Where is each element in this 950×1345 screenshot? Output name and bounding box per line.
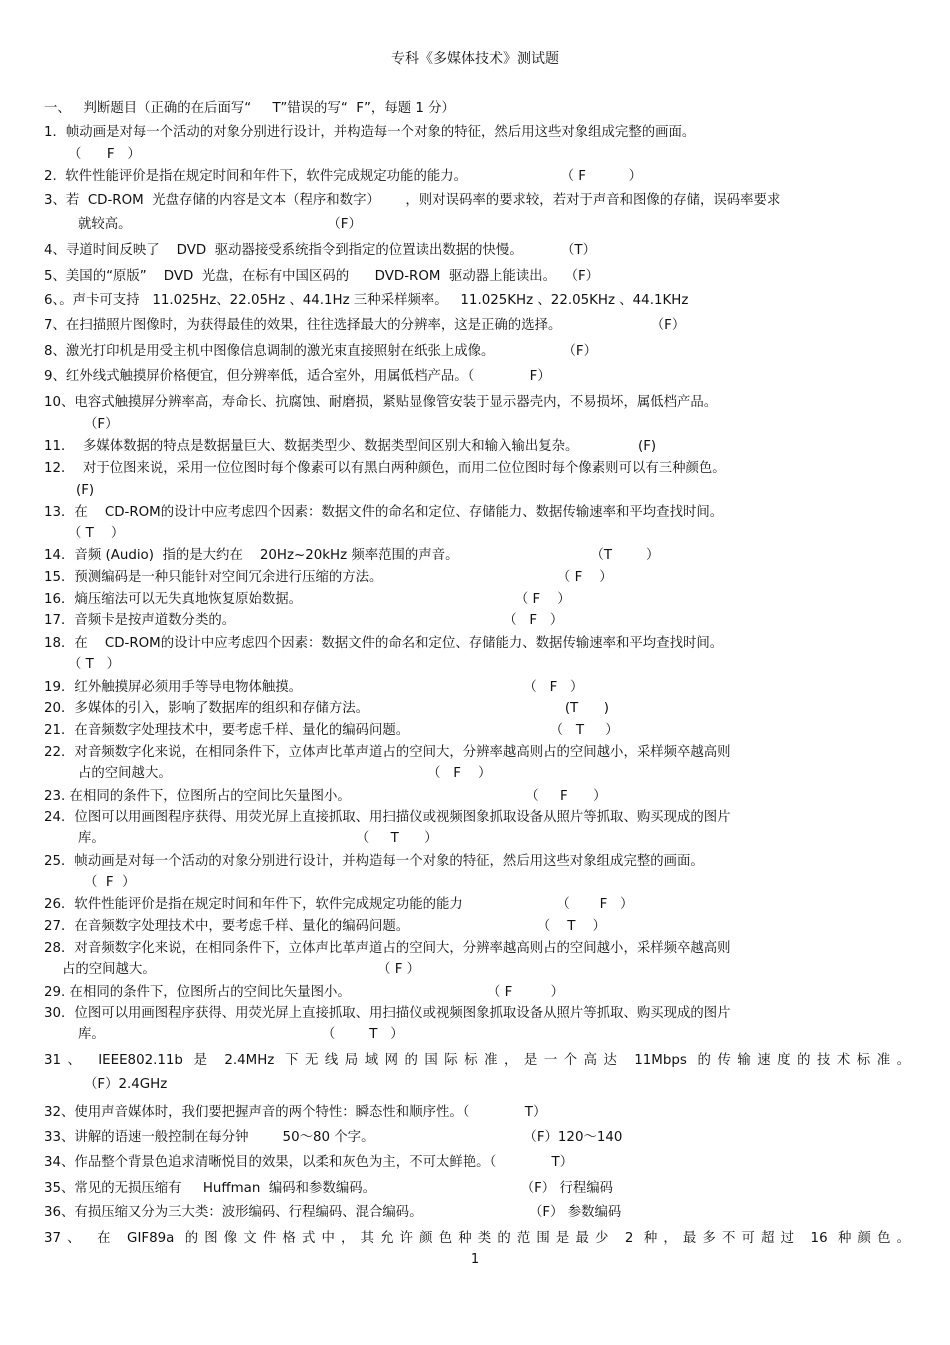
question-line: 35、常见的无损压缩有 Huffman 编码和参数编码。 （F） 行程编码 xyxy=(44,1181,614,1196)
question-line: 24．位图可以用画图程序获得、用荧光屏上直接抓取、用扫描仪或视频图象抓取设备从照片等抓取、购买现成的图片 xyxy=(44,810,731,825)
question-line: 19．红外触摸屏必须用手等导电物体触摸。 （ F ） xyxy=(44,680,584,695)
question-line: 4、寻道时间反映了 DVD 驱动器接受系统指令到指定的位置读出数据的快慢。 （T） xyxy=(44,243,596,258)
question-line: 3、若 CD-ROM 光盘存储的内容是文本（程序和数字） ，则对误码率的要求较，若对于声音和图像的存储，误码率要求 xyxy=(44,193,781,208)
question-continuation: 库。 （ T ） xyxy=(78,831,438,846)
question-line: 23. 在相同的条件下，位图所占的空间比矢量图小。 （ F ） xyxy=(44,789,607,804)
answer-line: （ F ） xyxy=(84,875,136,890)
question-line: 26．软件性能评价是指在规定时间和年件下，软件完成规定功能的能力 （ F ） xyxy=(44,897,634,912)
question-line: 10、电容式触摸屏分辨率高，寿命长、抗腐蚀、耐磨损，紧贴显像管安装于显示器壳内，不易损坏，属低档产品。 xyxy=(44,395,718,410)
answer-line: （ T ） xyxy=(68,657,120,672)
question-line: 12． 对于位图来说，采用一位位图时每个像素可以有黑白两种颜色，而用二位位图时每个像素则可以有三种颜色。 xyxy=(44,461,726,476)
answer-line: （F） xyxy=(84,417,119,432)
question-line: 29. 在相同的条件下，位图所占的空间比矢量图小。 （ F ） xyxy=(44,985,565,1000)
question-line: 13．在 CD-ROM的设计中应考虑四个因素：数据文件的命名和定位、存储能力、数据传输速率和平均查找时间。 xyxy=(44,505,724,520)
answer-line: （ T ） xyxy=(68,526,125,541)
answer-line: （F）2.4GHz xyxy=(84,1077,168,1092)
question-line: 2. 软件性能评价是指在规定时间和年件下，软件完成规定功能的能力。 （ F ） xyxy=(44,169,642,184)
question-line: 20．多媒体的引入，影响了数据库的组织和存储方法。 (T ) xyxy=(44,701,609,716)
question-line: 14．音频 (Audio) 指的是大约在 20Hz~20kHz 频率范围的声音。 （T ） xyxy=(44,548,660,563)
question-line: 5、美国的“原版” DVD 光盘，在标有中国区码的 DVD-ROM 驱动器上能读出。 （F） xyxy=(44,269,600,284)
question-line: 32、使用声音媒体时，我们要把握声音的两个特性：瞬态性和顺序性。（ T） xyxy=(44,1105,547,1120)
question-line: 21．在音频数字处理技术中，要考虑千样、量化的编码问题。 （ T ） xyxy=(44,723,619,738)
section-heading: 一、 判断题目（正确的在后面写“ T”错误的写“ F”，每题 1 分） xyxy=(44,101,455,116)
question-line: 34、作品整个背景色追求清晰悦目的效果，以柔和灰色为主，不可太鲜艳。（ T） xyxy=(44,1155,574,1170)
answer-line: （ F ） xyxy=(68,147,141,162)
question-line: 31、 IEEE802.11b 是 2.4MHz 下无线局域网的国际标准，是一个高达 11Mbps 的传输速度的技术标准。 xyxy=(44,1053,910,1068)
question-line: 1．帧动画是对每一个活动的对象分别进行设计，并构造每一个对象的特征，然后用这些对象组成完整的画面。 xyxy=(44,125,696,140)
question-line: 22．对音频数字化来说，在相同条件下，立体声比革声道占的空间大，分辨率越高则占的空间越小，采样频卒越高则 xyxy=(44,745,731,760)
question-line: 11． 多媒体数据的特点是数据量巨大、数据类型少、数据类型间区别大和输入输出复杂。 (F) xyxy=(44,439,657,454)
question-line: 33、讲解的语速一般控制在每分钟 50～80 个字。 （F）120～140 xyxy=(44,1130,623,1145)
question-line: 37、 在 GIF89a 的图像文件格式中，其允许颜色种类的范围是最少 2 种，最多不可超过 16 种颜色。 xyxy=(44,1231,910,1246)
question-line: 18．在 CD-ROM的设计中应考虑四个因素：数据文件的命名和定位、存储能力、数据传输速率和平均查找时间。 xyxy=(44,636,724,651)
question-continuation: 库。 （ T ） xyxy=(78,1027,404,1042)
question-line: 27．在音频数字处理技术中，要考虑千样、量化的编码问题。 （ T ） xyxy=(44,919,606,934)
page-title: 专科《多媒体技术》测试题 xyxy=(391,51,559,67)
question-line: 9、红外线式触摸屏价格便宜，但分辨率低，适合室外，用属低档产品。（ F） xyxy=(44,369,551,384)
question-line: 7、在扫描照片图像时，为获得最佳的效果，往往选择最大的分辨率，这是正确的选择。 （F） xyxy=(44,318,686,333)
page-number: 1 xyxy=(470,1252,480,1267)
question-line: 25．帧动画是对每一个活动的对象分别进行设计，并构造每一个对象的特征，然后用这些对象组成完整的画面。 xyxy=(44,854,704,869)
question-line: 6、。声卡可支持 11.025Hz、22.05Hz 、44.1Hz 三种采样频率。 11.025KHz 、22.05KHz 、44.1KHz xyxy=(44,293,689,308)
question-line: 17．音频卡是按声道数分类的。 （ F ） xyxy=(44,613,564,628)
question-line: 15．预测编码是一种只能针对空间冗余进行压缩的方法。 （ F ） xyxy=(44,570,613,585)
question-continuation: 占的空间越大。 （ F ） xyxy=(62,962,421,977)
answer-line: (F) xyxy=(76,483,95,498)
question-line: 30．位图可以用画图程序获得、用荧光屏上直接抓取、用扫描仪或视频图象抓取设备从照片等抓取、购买现成的图片 xyxy=(44,1006,731,1021)
question-continuation: 占的空间越大。 （ F ） xyxy=(78,766,492,781)
question-line: 28．对音频数字化来说，在相同条件下，立体声比革声道占的空间大，分辨率越高则占的空间越小，采样频卒越高则 xyxy=(44,941,731,956)
question-line: 36、有损压缩又分为三大类：波形编码、行程编码、混合编码。 （F） 参数编码 xyxy=(44,1205,622,1220)
question-line: 16．熵压缩法可以无失真地恢复原始数据。 （ F ） xyxy=(44,592,571,607)
question-line: 8、激光打印机是用受主机中图像信息调制的激光束直接照射在纸张上成像。 （F） xyxy=(44,344,597,359)
question-continuation: 就较高。 （F） xyxy=(78,217,362,232)
